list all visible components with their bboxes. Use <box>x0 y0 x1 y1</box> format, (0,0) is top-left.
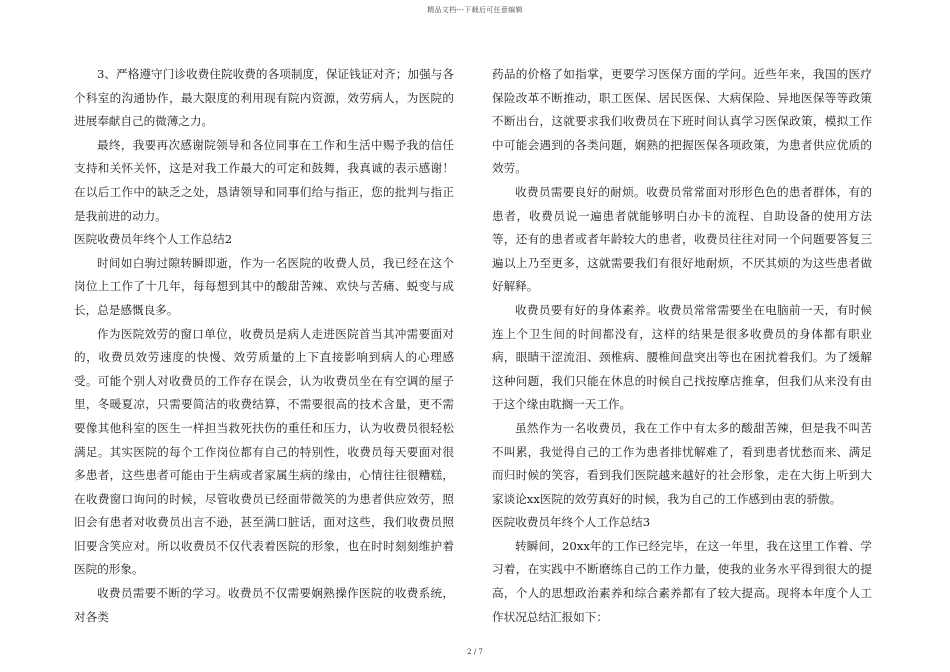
paragraph: 虽然作为一名收费员，我在工作中有太多的酸甜苦辣，但是我不叫苦不叫累，我觉得自己的工作为患者排忧解难了，看到患者忧愁而来、满足而归时候的笑容，看到我们医院越来越好的社会形象，走在大街上听到大家谈论xx医院的效劳真好的时候，我为自己的工作感到由衷的骄傲。 <box>492 420 872 506</box>
paragraph-continued: 药品的价格了如指掌，更要学习医保方面的学问。近些年来，我国的医疗保险改革不断推动，职工医保、居民医保、大病保险、异地医保等等政策不断出台，这就要求我们收费员在下班时间认真学习医保政策，模拟工作中可能会遇到的各类问题，娴熟的把握医保各项政策，为患者供应优质的效劳。 <box>492 67 872 176</box>
page-header: 精品文档---下载后可任意编辑 <box>427 6 523 14</box>
section-heading: 医院收费员年终个人工作总结2 <box>74 232 233 247</box>
page-number: 2 / 7 <box>467 648 483 656</box>
paragraph: 收费员需要不断的学习。收费员不仅需要娴熟操作医院的收费系统，对各类 <box>74 586 454 624</box>
right-column <box>492 63 872 629</box>
section-heading: 医院收费员年终个人工作总结3 <box>492 515 651 530</box>
paragraph: 收费员需要良好的耐烦。收费员常常面对形形色色的患者群体，有的患者，收费员说一遍患者就能够明白办卡的流程、自助设备的使用方法等，还有的患者或者年龄较大的患者，收费员往往对同一个问题要答复三遍以上乃至更多，这就需要我们有很好地耐烦，不厌其烦的为这些患者做好解释。 <box>492 184 872 294</box>
paragraph: 作为医院效劳的窗口单位，收费员是病人走进医院首当其冲需要面对的，收费员效劳速度的快慢、效劳质量的上下直接影响到病人的心理感受。可能个别人对收费员的工作存在误会，认为收费员坐在有空调的屋子里，冬暖夏凉，只需要简洁的收费结算，不需要很高的技术含量，更不需要像其他科室的医生一样担当救死扶伤的重任和压力，认为收费员很轻松满足。其实医院的每个工作岗位都有自己的特别性，收费员每天要面对很多患者，这些患者可能由于生病或者家属生病的缘由，心情往往很糟糕，在收费窗口询问的时候，尽管收费员已经面带微笑的为患者供应效劳，照旧会有患者对收费员出言不逊，甚至满口脏话，面对这些，我们收费员照旧要含笑应对。所以收费员不仅代表着医院的形象，也在时时刻刻维护着医院的形象。 <box>74 326 454 577</box>
paragraph: 最终，我要再次感谢院领导和各位同事在工作和生活中赐予我的信任支持和关怀关怀，这是对我工作最大的可定和鼓舞，我真诚的表示感谢！在以后工作中的缺乏之处，恳请领导和同事们给与指正，您的批判与指正是我前进的动力。 <box>74 137 454 223</box>
paragraph: 3、严格遵守门诊收费住院收费的各项制度，保证钱证对齐；加强与各个科室的沟通协作，最大限度的利用现有院内资源，效劳病人，为医院的进展奉献自己的微薄之力。 <box>74 67 454 129</box>
left-column <box>74 63 454 629</box>
paragraph: 转瞬间，20xx年的工作已经完毕，在这一年里，我在这里工作着、学习着，在实践中不断磨练自己的工作力量，使我的业务水平得到很大的提高，个人的思想政治素养和综合素养都有了较大提高。现将本年度个人工作状况总结汇报如下： <box>492 538 872 624</box>
paragraph: 时间如白驹过隙转瞬即逝，作为一名医院的收费人员，我已经在这个岗位上工作了十几年，每每想到其中的酸甜苦辣、欢快与苦痛、蜕变与成长，总是感慨良多。 <box>74 255 454 317</box>
paragraph: 收费员要有好的身体素养。收费员常常需要坐在电脑前一天，有时候连上个卫生间的时间都没有，这样的结果是很多收费员的身体都有职业病，眼睛干涩流泪、颈椎病、腰椎间盘突出等也在困扰着我们。为了缓解这种问题，我们只能在休息的时候自己找按摩店推拿，但我们从来没有由于这个缘由耽搁一天工作。 <box>492 302 872 412</box>
